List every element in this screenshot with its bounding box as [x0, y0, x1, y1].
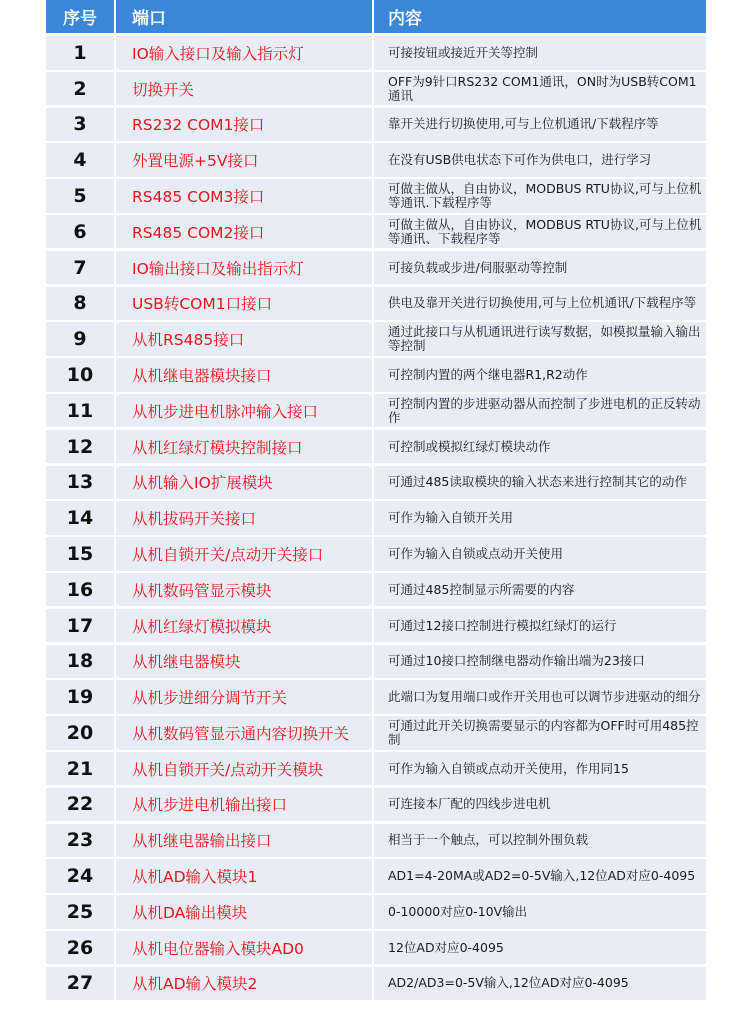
table-row — [46, 251, 706, 285]
row-content: 相当于一个触点，可以控制外围负载 — [374, 824, 706, 858]
row-content: 可通过此开关切换需要显示的内容都为OFF时可用485控制 — [374, 716, 706, 750]
row-index: 10 — [46, 358, 114, 392]
row-index: 12 — [46, 430, 114, 464]
row-port: 从机AD输入模块1 — [116, 859, 372, 893]
table-row — [46, 430, 706, 464]
row-content: OFF为9针口RS232 COM1通讯，ON时为USB转COM1通讯 — [374, 72, 706, 106]
table-row — [46, 609, 706, 643]
row-index: 3 — [46, 108, 114, 142]
row-port: 从机数码管显示模块 — [116, 573, 372, 607]
row-port: 从机红绿灯模块控制接口 — [116, 430, 372, 464]
table-row — [46, 752, 706, 786]
table-row — [46, 466, 706, 500]
table-row — [46, 859, 706, 893]
row-content: 可做主做从，自由协议，MODBUS RTU协议,可与上位机等通讯、下载程序等 — [374, 215, 706, 249]
row-index: 2 — [46, 72, 114, 106]
row-index: 27 — [46, 967, 114, 1001]
row-content: 在没有USB供电状态下可作为供电口，进行学习 — [374, 143, 706, 177]
row-index: 1 — [46, 36, 114, 70]
row-content: 可通过485控制显示所需要的内容 — [374, 573, 706, 607]
table-row — [46, 967, 706, 1001]
row-port: 外置电源+5V接口 — [116, 143, 372, 177]
row-port: 切换开关 — [116, 72, 372, 106]
row-port: 从机步进电机脉冲输入接口 — [116, 394, 372, 428]
row-content: 可作为输入自锁开关用 — [374, 501, 706, 535]
table-row — [46, 108, 706, 142]
row-content: 可连接本厂配的四线步进电机 — [374, 788, 706, 822]
row-index: 20 — [46, 716, 114, 750]
row-index: 15 — [46, 537, 114, 571]
row-port: 从机数码管显示通内容切换开关 — [116, 716, 372, 750]
row-content: 可作为输入自锁或点动开关使用 — [374, 537, 706, 571]
row-index: 14 — [46, 501, 114, 535]
table-row — [46, 573, 706, 607]
row-port: 从机DA输出模块 — [116, 895, 372, 929]
row-content: 12位AD对应0-4095 — [374, 931, 706, 965]
row-port: 从机自锁开关/点动开关模块 — [116, 752, 372, 786]
row-index: 26 — [46, 931, 114, 965]
row-content: 0-10000对应0-10V输出 — [374, 895, 706, 929]
row-port: IO输入接口及输入指示灯 — [116, 36, 372, 70]
row-port: 从机红绿灯模拟模块 — [116, 609, 372, 643]
row-port: 从机步进电机输出接口 — [116, 788, 372, 822]
table-row — [46, 501, 706, 535]
table-row — [46, 680, 706, 714]
table-row — [46, 895, 706, 929]
row-index: 22 — [46, 788, 114, 822]
row-index: 11 — [46, 394, 114, 428]
row-content: 供电及靠开关进行切换使用,可与上位机通讯/下载程序等 — [374, 287, 706, 321]
table-row — [46, 358, 706, 392]
row-index: 24 — [46, 859, 114, 893]
row-content: 可接按钮或接近开关等控制 — [374, 36, 706, 70]
table-row — [46, 537, 706, 571]
row-content: 通过此接口与从机通讯进行读写数据，如模拟量输入输出等控制 — [374, 322, 706, 356]
row-index: 16 — [46, 573, 114, 607]
row-index: 8 — [46, 287, 114, 321]
table-body — [46, 36, 706, 1000]
row-content: 可接负载或步进/伺服驱动等控制 — [374, 251, 706, 285]
row-index: 18 — [46, 645, 114, 679]
header-port: 端口 — [116, 0, 372, 33]
table-row — [46, 824, 706, 858]
row-port: USB转COM1口接口 — [116, 287, 372, 321]
row-content: 可通过12接口控制进行模拟红绿灯的运行 — [374, 609, 706, 643]
row-port: 从机输入IO扩展模块 — [116, 466, 372, 500]
row-content: AD1=4-20MA或AD2=0-5V输入,12位AD对应0-4095 — [374, 859, 706, 893]
table-row — [46, 716, 706, 750]
row-port: 从机继电器输出接口 — [116, 824, 372, 858]
port-table — [46, 0, 706, 1003]
row-port: RS232 COM1接口 — [116, 108, 372, 142]
row-index: 4 — [46, 143, 114, 177]
row-content: 可控制或模拟红绿灯模块动作 — [374, 430, 706, 464]
row-port: RS485 COM2接口 — [116, 215, 372, 249]
row-index: 5 — [46, 179, 114, 213]
row-content: 可控制内置的步进驱动器从而控制了步进电机的正反转动作 — [374, 394, 706, 428]
row-content: AD2/AD3=0-5V输入,12位AD对应0-4095 — [374, 967, 706, 1001]
row-index: 7 — [46, 251, 114, 285]
table-row — [46, 645, 706, 679]
row-port: 从机AD输入模块2 — [116, 967, 372, 1001]
row-port: 从机继电器模块接口 — [116, 358, 372, 392]
table-row — [46, 215, 706, 249]
row-content: 可作为输入自锁或点动开关使用，作用同15 — [374, 752, 706, 786]
row-content: 靠开关进行切换使用,可与上位机通讯/下载程序等 — [374, 108, 706, 142]
row-content: 可通过10接口控制继电器动作输出端为23接口 — [374, 645, 706, 679]
row-port: 从机自锁开关/点动开关接口 — [116, 537, 372, 571]
row-port: 从机拔码开关接口 — [116, 501, 372, 535]
table-row — [46, 36, 706, 70]
table-header — [46, 0, 706, 33]
row-port: 从机步进细分调节开关 — [116, 680, 372, 714]
table-row — [46, 322, 706, 356]
row-port: 从机电位器输入模块AD0 — [116, 931, 372, 965]
row-content: 可控制内置的两个继电器R1,R2动作 — [374, 358, 706, 392]
table-row — [46, 72, 706, 106]
row-index: 17 — [46, 609, 114, 643]
table-row — [46, 394, 706, 428]
row-index: 21 — [46, 752, 114, 786]
row-content: 可做主做从，自由协议，MODBUS RTU协议,可与上位机等通讯.下载程序等 — [374, 179, 706, 213]
header-index: 序号 — [46, 0, 114, 33]
table-row — [46, 788, 706, 822]
table-row — [46, 931, 706, 965]
row-content: 可通过485读取模块的输入状态来进行控制其它的动作 — [374, 466, 706, 500]
row-port: 从机RS485接口 — [116, 322, 372, 356]
table-row — [46, 143, 706, 177]
row-index: 23 — [46, 824, 114, 858]
table-row — [46, 179, 706, 213]
row-port: 从机继电器模块 — [116, 645, 372, 679]
row-port: IO输出接口及输出指示灯 — [116, 251, 372, 285]
row-content: 此端口为复用端口或作开关用也可以调节步进驱动的细分 — [374, 680, 706, 714]
table-row — [46, 287, 706, 321]
header-content: 内容 — [374, 0, 706, 33]
row-index: 13 — [46, 466, 114, 500]
row-index: 9 — [46, 322, 114, 356]
row-index: 25 — [46, 895, 114, 929]
row-port: RS485 COM3接口 — [116, 179, 372, 213]
row-index: 6 — [46, 215, 114, 249]
row-index: 19 — [46, 680, 114, 714]
